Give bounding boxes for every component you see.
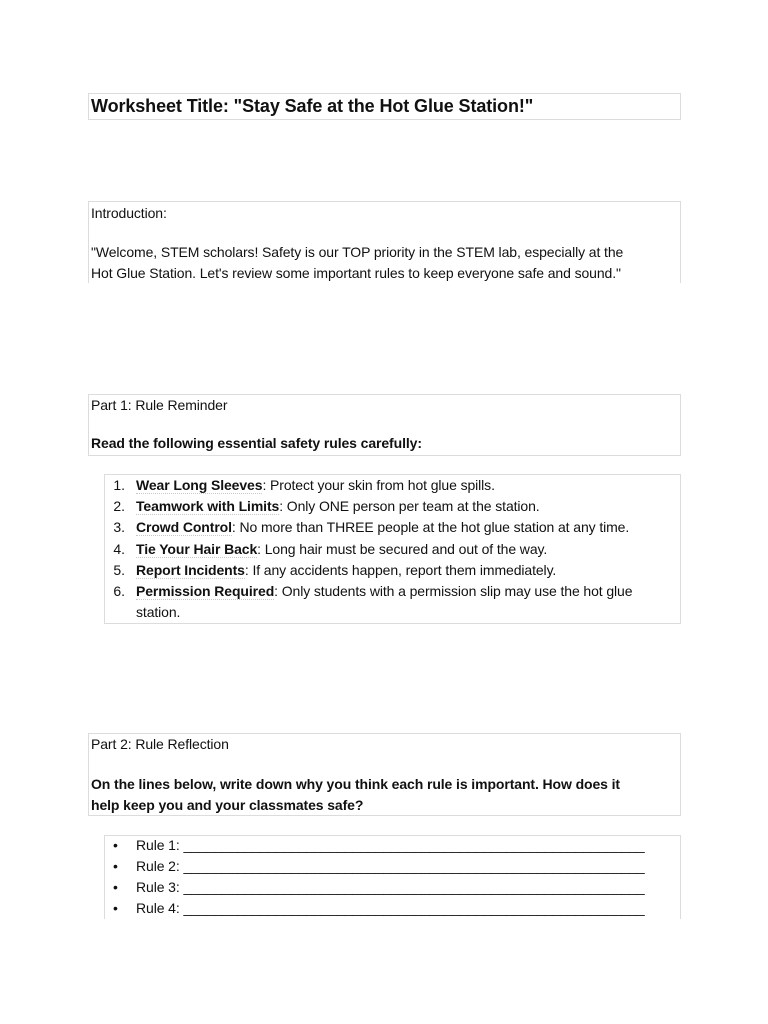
rule-number: 3.: [113, 519, 125, 535]
rule-text: [136, 496, 540, 517]
bullet: •: [113, 858, 118, 874]
part2-instruction-line-1: On the lines below, write down why you think each rule is important. How does it: [91, 776, 620, 792]
part1-instruction: Read the following essential safety rules carefully:: [91, 435, 422, 451]
rule-number: 1.: [113, 477, 125, 493]
rule-description: : Long hair must be secured and out of the way.: [257, 541, 548, 557]
reflection-line-4[interactable]: Rule 4: ____________________________________________________________: [136, 900, 645, 916]
bullet: •: [113, 879, 118, 895]
bullet: •: [113, 900, 118, 916]
reflection-line-2[interactable]: Rule 2: ____________________________________________________________: [136, 858, 645, 874]
rule-text: [136, 581, 632, 602]
rule-name: Crowd Control: [136, 519, 232, 535]
rule-description: : Only ONE person per team at the station.: [279, 498, 540, 514]
introduction-heading: Introduction:: [91, 205, 167, 221]
rule-text: [136, 475, 495, 496]
rule-number: 6.: [113, 583, 125, 599]
rule-number: 5.: [113, 562, 125, 578]
rule-description: : Only students with a permission slip may use the hot glue: [274, 583, 633, 599]
rule-name: Wear Long Sleeves: [136, 477, 263, 493]
part1-heading: Part 1: Rule Reminder: [91, 397, 228, 413]
introduction-line-1: "Welcome, STEM scholars! Safety is our TOP priority in the STEM lab, especially at the: [91, 244, 624, 260]
rule-number: 4.: [113, 541, 125, 557]
rule-description: : If any accidents happen, report them immediately.: [244, 562, 557, 578]
reflection-line-3[interactable]: Rule 3: ____________________________________________________________: [136, 879, 645, 895]
rule-description: : Protect your skin from hot glue spills.: [262, 477, 495, 493]
rule-text: [136, 539, 547, 560]
rule-name: Permission Required: [136, 583, 275, 599]
rule-text-continuation: station.: [136, 604, 181, 620]
rule-name: Teamwork with Limits: [136, 498, 280, 514]
rule-name: Tie Your Hair Back: [136, 541, 258, 557]
introduction-line-2: Hot Glue Station. Let's review some important rules to keep everyone safe and sound.": [91, 265, 621, 281]
rule-text: [136, 517, 629, 538]
reflection-line-1[interactable]: Rule 1: ____________________________________________________________: [136, 837, 645, 853]
part2-instruction-line-2: help keep you and your classmates safe?: [91, 797, 364, 813]
worksheet-title: Worksheet Title: "Stay Safe at the Hot Glue Station!": [91, 96, 534, 116]
rule-number: 2.: [113, 498, 125, 514]
rule-description: : No more than THREE people at the hot glue station at any time.: [231, 519, 630, 535]
rule-name: Report Incidents: [136, 562, 245, 578]
rule-text: [136, 560, 556, 581]
part2-heading: Part 2: Rule Reflection: [91, 736, 229, 752]
bullet: •: [113, 837, 118, 853]
